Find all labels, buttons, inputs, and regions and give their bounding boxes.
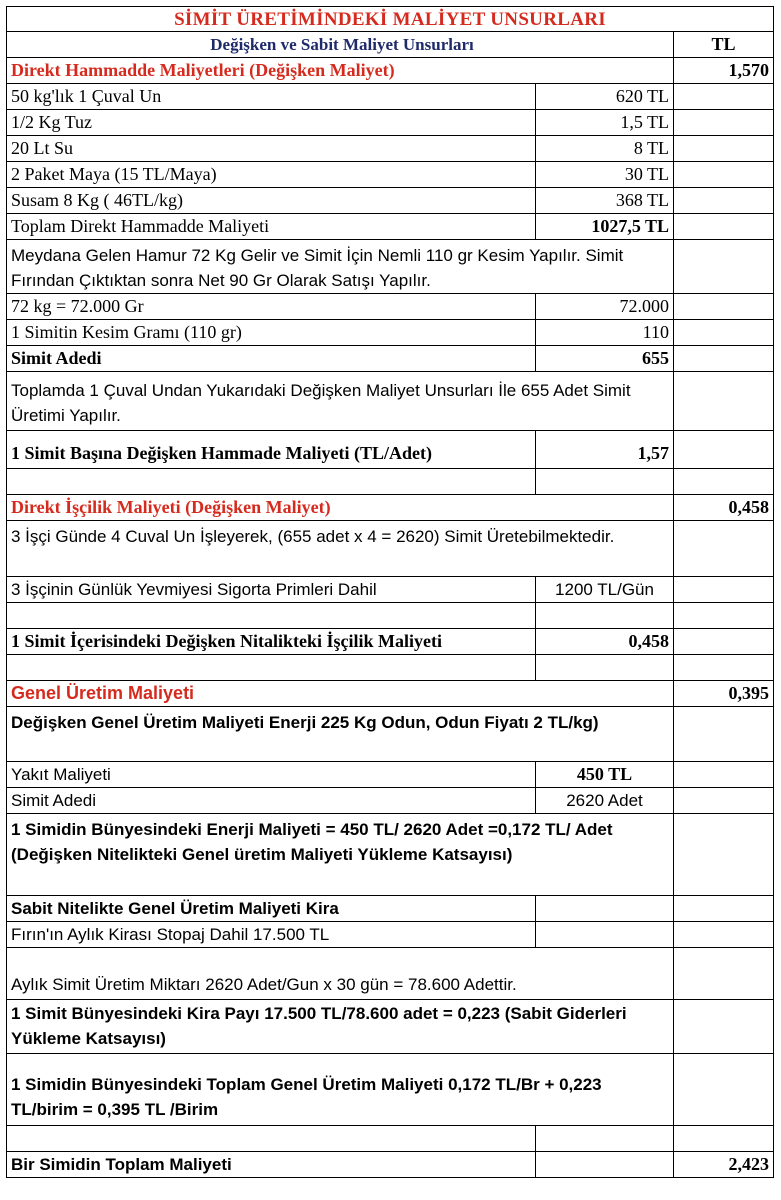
item-label: 2 Paket Maya (15 TL/Maya) xyxy=(11,164,217,184)
empty-cell xyxy=(535,603,673,628)
section-total-overhead: 0,395 xyxy=(673,681,773,706)
table-row xyxy=(6,162,774,188)
empty-cell xyxy=(673,577,773,602)
table-row xyxy=(6,948,774,1000)
empty-cell xyxy=(673,896,773,921)
empty-cell xyxy=(673,629,773,654)
table-row xyxy=(6,188,774,214)
dough-value: 72.000 xyxy=(535,294,673,319)
energy-calculation: 1 Simidin Bünyesindeki Enerji Maliyeti = 450 TL/ 2620 Adet =0,172 TL/ Adet (Değişken Nitelikteki Genel üretim Maliyeti Yükleme Katsayısı) xyxy=(11,820,613,864)
spacer-row xyxy=(6,1126,774,1152)
table-row xyxy=(6,896,774,922)
empty-cell xyxy=(535,922,673,947)
cost-sheet xyxy=(6,6,774,1178)
empty-cell xyxy=(673,948,773,999)
labor-unit-cost-value: 0,458 xyxy=(535,629,673,654)
table-row xyxy=(6,372,774,431)
item-value: 8 TL xyxy=(535,136,673,161)
summary-note: Toplamda 1 Çuval Undan Yukarıdaki Değişken Maliyet Unsurları İle 655 Adet Simit Üretimi Yapılır. xyxy=(11,381,631,425)
title-row xyxy=(6,6,774,32)
header-row xyxy=(6,32,774,58)
sheet-title: SİMİT ÜRETİMİNDEKİ MALİYET UNSURLARI xyxy=(174,9,606,30)
table-row xyxy=(6,1000,774,1054)
item-value: 368 TL xyxy=(535,188,673,213)
empty-cell xyxy=(673,110,773,135)
grand-total-value: 2,423 xyxy=(673,1152,773,1177)
material-unit-cost-label: 1 Simit Başına Değişken Hammade Maliyeti (TL/Adet) xyxy=(11,443,432,463)
table-row xyxy=(6,320,774,346)
material-unit-cost-value: 1,57 xyxy=(535,431,673,468)
empty-cell xyxy=(7,1126,535,1151)
table-row xyxy=(6,577,774,603)
table-row xyxy=(6,521,774,577)
empty-cell xyxy=(7,603,535,628)
item-label: Susam 8 Kg ( 46TL/kg) xyxy=(11,190,183,210)
materials-sum-label: Toplam Direkt Hammadde Maliyeti xyxy=(11,216,270,236)
table-row xyxy=(6,240,774,294)
table-row xyxy=(6,707,774,762)
empty-cell xyxy=(673,603,773,628)
labor-note: 3 İşçi Günde 4 Cuval Un İşleyerek, (655 adet x 4 = 2620) Simit Üretebilmektedir. xyxy=(11,527,615,546)
table-row xyxy=(6,136,774,162)
empty-cell xyxy=(673,707,773,761)
table-row xyxy=(6,346,774,372)
fuel-cost-value: 450 TL xyxy=(535,762,673,787)
column-header-description: Değişken ve Sabit Maliyet Unsurları xyxy=(210,35,474,54)
grand-total-label: Bir Simidin Toplam Maliyeti xyxy=(11,1155,232,1174)
simit-count-value: 655 xyxy=(535,346,673,371)
table-row xyxy=(6,1054,774,1126)
column-header-unit: TL xyxy=(673,32,773,57)
cut-weight-label: 1 Simitin Kesim Gramı (110 gr) xyxy=(11,322,242,342)
empty-cell xyxy=(673,431,773,468)
rent-label: Fırın'ın Aylık Kirası Stopaj Dahil 17.500 TL xyxy=(11,925,330,944)
section-row-direct-materials xyxy=(6,58,774,84)
empty-cell xyxy=(673,214,773,239)
empty-cell xyxy=(673,1054,773,1125)
item-value: 30 TL xyxy=(535,162,673,187)
empty-cell xyxy=(673,320,773,345)
empty-cell xyxy=(7,655,535,680)
energy-heading: Değişken Genel Üretim Maliyeti Enerji 225 Kg Odun, Odun Fiyatı 2 TL/kg) xyxy=(11,713,599,732)
simit-count-label: Simit Adedi xyxy=(11,348,102,368)
empty-cell xyxy=(673,294,773,319)
table-row xyxy=(6,629,774,655)
empty-cell xyxy=(673,814,773,895)
wage-value: 1200 TL/Gün xyxy=(535,577,673,602)
empty-cell xyxy=(535,469,673,494)
grand-total-row xyxy=(6,1152,774,1178)
table-row xyxy=(6,214,774,240)
section-row-direct-labor xyxy=(6,495,774,521)
empty-cell xyxy=(535,1152,673,1177)
section-heading-overhead: Genel Üretim Maliyeti xyxy=(11,683,195,703)
materials-sum-value: 1027,5 TL xyxy=(535,214,673,239)
empty-cell xyxy=(673,521,773,576)
rent-calculation: 1 Simit Bünyesindeki Kira Payı 17.500 TL/78.600 adet = 0,223 (Sabit Giderleri Yükleme Katsayısı) xyxy=(11,1004,627,1048)
table-row xyxy=(6,84,774,110)
empty-cell xyxy=(673,84,773,109)
empty-cell xyxy=(673,240,773,293)
empty-cell xyxy=(673,788,773,813)
empty-cell xyxy=(673,372,773,430)
empty-cell xyxy=(673,346,773,371)
monthly-output-note: Aylık Simit Üretim Miktarı 2620 Adet/Gun x 30 gün = 78.600 Adettir. xyxy=(11,975,517,994)
empty-cell xyxy=(673,469,773,494)
empty-cell xyxy=(673,762,773,787)
section-heading-direct-materials: Direkt Hammadde Maliyetleri (Değişken Maliyet) xyxy=(11,60,395,80)
empty-cell xyxy=(7,469,535,494)
table-row xyxy=(6,294,774,320)
empty-cell xyxy=(673,922,773,947)
spacer-row xyxy=(6,469,774,495)
spacer-row xyxy=(6,603,774,629)
section-row-overhead xyxy=(6,681,774,707)
empty-cell xyxy=(535,1126,673,1151)
table-row xyxy=(6,762,774,788)
item-label: 1/2 Kg Tuz xyxy=(11,112,93,132)
item-label: 20 Lt Su xyxy=(11,138,74,158)
item-label: 50 kg'lık 1 Çuval Un xyxy=(11,86,162,106)
table-row xyxy=(6,922,774,948)
dough-label: 72 kg = 72.000 Gr xyxy=(11,296,144,316)
empty-cell xyxy=(535,896,673,921)
table-row xyxy=(6,110,774,136)
table-row xyxy=(6,814,774,896)
dough-note: Meydana Gelen Hamur 72 Kg Gelir ve Simit İçin Nemli 110 gr Kesim Yapılır. Simit Fırından Çıktıktan sonra Net 90 Gr Olarak Satışı Yapılır. xyxy=(11,246,624,290)
overhead-count-label: Simit Adedi xyxy=(11,791,97,810)
empty-cell xyxy=(673,655,773,680)
empty-cell xyxy=(673,136,773,161)
overhead-count-value: 2620 Adet xyxy=(535,788,673,813)
section-total-direct-materials: 1,570 xyxy=(673,58,773,83)
section-heading-direct-labor: Direkt İşçilik Maliyeti (Değişken Maliyet) xyxy=(11,497,331,517)
fuel-cost-label: Yakıt Maliyeti xyxy=(11,765,111,784)
empty-cell xyxy=(673,1000,773,1053)
empty-cell xyxy=(535,655,673,680)
section-total-direct-labor: 0,458 xyxy=(673,495,773,520)
cut-weight-value: 110 xyxy=(535,320,673,345)
labor-unit-cost-label: 1 Simit İçerisindeki Değişken Nitalikteki İşçilik Maliyeti xyxy=(11,631,442,651)
table-row xyxy=(6,431,774,469)
fixed-cost-heading: Sabit Nitelikte Genel Üretim Maliyeti Kira xyxy=(11,899,339,918)
empty-cell xyxy=(673,162,773,187)
table-row xyxy=(6,788,774,814)
wage-label: 3 İşçinin Günlük Yevmiyesi Sigorta Primleri Dahil xyxy=(11,580,377,599)
item-value: 620 TL xyxy=(535,84,673,109)
overhead-total-calculation: 1 Simidin Bünyesindeki Toplam Genel Üretim Maliyeti 0,172 TL/Br + 0,223 TL/birim = 0,395 TL /Birim xyxy=(11,1075,602,1119)
item-value: 1,5 TL xyxy=(535,110,673,135)
spacer-row xyxy=(6,655,774,681)
empty-cell xyxy=(673,1126,773,1151)
empty-cell xyxy=(673,188,773,213)
